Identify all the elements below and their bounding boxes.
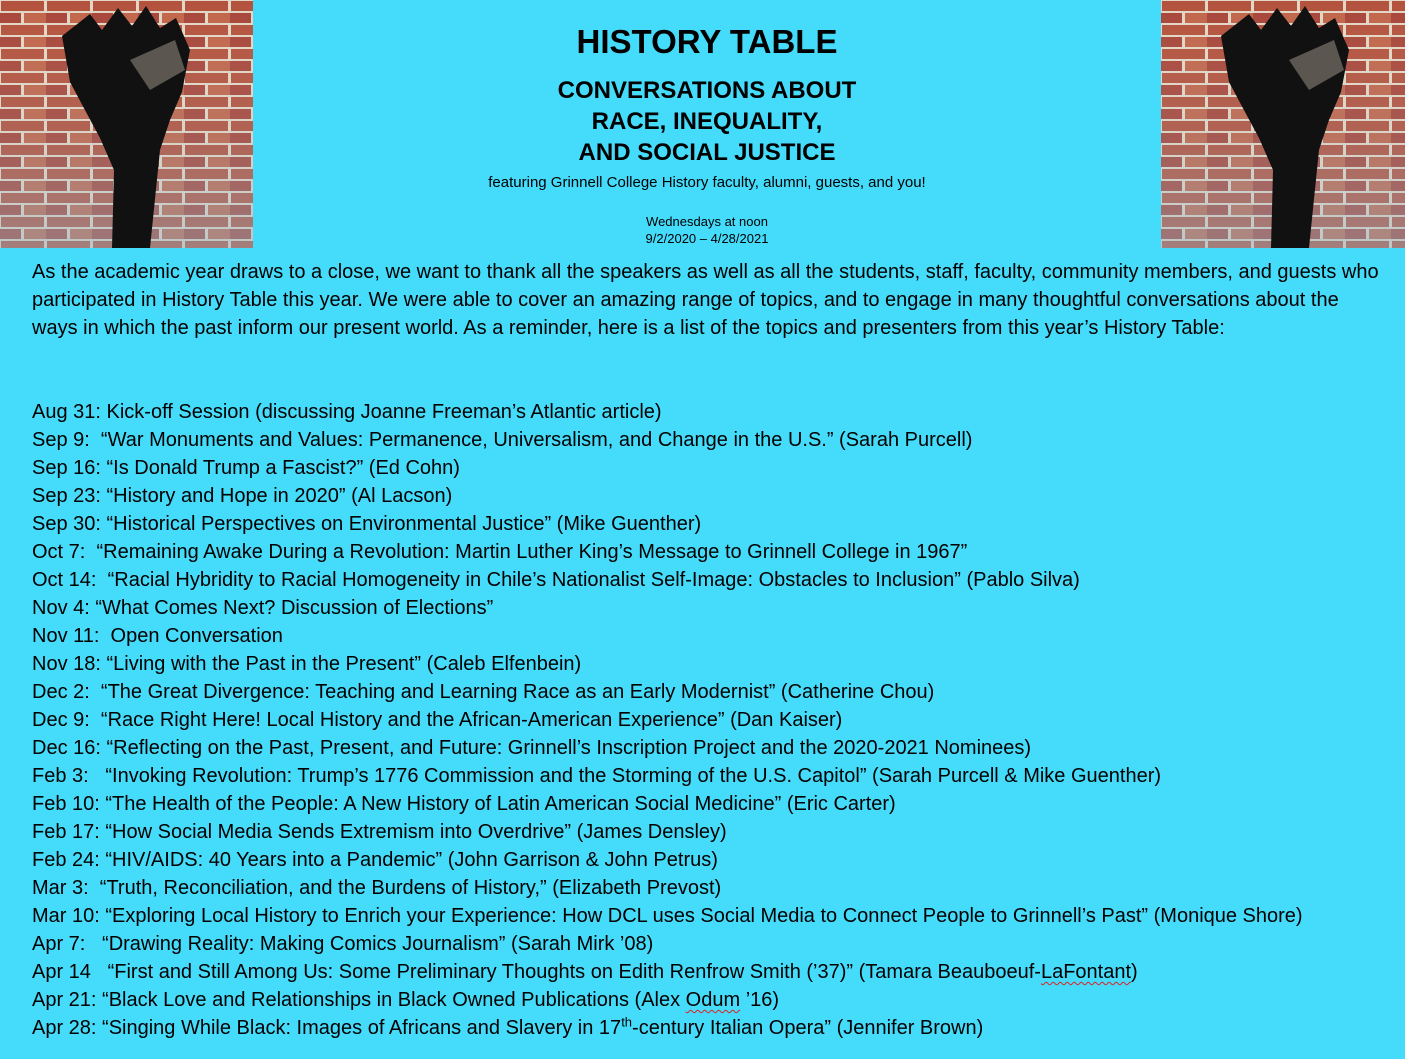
session-item-apr21 xyxy=(32,986,1397,1014)
session-item: Sep 16: “Is Donald Trump a Fascist?” (Ed Cohn) xyxy=(32,457,460,479)
session-item: Mar 10: “Exploring Local History to Enrich your Experience: How DCL uses Social Media to Connect People to Grinnell’s Past” (Monique Shore) xyxy=(32,905,1303,927)
session-item: Oct 7: “Remaining Awake During a Revolution: Martin Luther King’s Message to Grinnell College in 1967” xyxy=(32,541,968,563)
schedule-dates: 9/2/2020 – 4/28/2021 xyxy=(645,231,769,246)
session-item: Sep 30: “Historical Perspectives on Environmental Justice” (Mike Guenther) xyxy=(32,513,702,535)
session-item: Feb 17: “How Social Media Sends Extremism into Overdrive” (James Densley) xyxy=(32,821,727,843)
subtitle-line: AND SOCIAL JUSTICE xyxy=(578,139,836,166)
session-item: Sep 23: “History and Hope in 2020” (Al Lacson) xyxy=(32,485,453,507)
intro-paragraph: As the academic year draws to a close, we want to thank all the speakers as well as all the students, staff, faculty, community members, and guests who participated in History Table this year. We were able to cover an amazing range of topics, and to engage in many thoughtful conversations about the ways in which the past inform our present world. As a reminder, here is a list of the topics and presenters from this year’s History Table: xyxy=(32,261,1379,339)
session-item: Dec 16: “Reflecting on the Past, Present, and Future: Grinnell’s Inscription Project and the 2020-2021 Nominees) xyxy=(32,737,1032,759)
poster-subtitle xyxy=(253,75,1161,168)
subtitle-line: CONVERSATIONS ABOUT xyxy=(557,77,857,104)
session-item: Nov 18: “Living with the Past in the Present” (Caleb Elfenbein) xyxy=(32,653,582,675)
session-text: Apr 14 “First and Still Among Us: Some Preliminary Thoughts on Edith Renfrow Smith (’37)” (Tamara Beauboeuf- xyxy=(32,961,1041,983)
session-item: Aug 31: Kick-off Session (discussing Joanne Freeman’s Atlantic article) xyxy=(32,401,662,423)
session-item: Dec 9: “Race Right Here! Local History and the African-American Experience” (Dan Kaiser) xyxy=(32,709,843,731)
schedule-day: Wednesdays at noon xyxy=(646,214,768,229)
session-item: Feb 10: “The Health of the People: A New History of Latin American Social Medicine” (Eric Carter) xyxy=(32,793,896,815)
poster-title: HISTORY TABLE xyxy=(576,23,838,60)
raised-fist-brick-image-left xyxy=(0,0,253,248)
session-item: Nov 4: “What Comes Next? Discussion of Elections” xyxy=(32,597,494,619)
session-item-apr14 xyxy=(32,958,1397,986)
spellcheck-flagged-word: Odum xyxy=(685,989,741,1011)
session-item: Mar 3: “Truth, Reconciliation, and the Burdens of History,” (Elizabeth Prevost) xyxy=(32,877,722,899)
session-text: -century Italian Opera” (Jennifer Brown) xyxy=(632,1017,984,1039)
session-item-apr28 xyxy=(32,1014,1397,1042)
session-text: Apr 21: “Black Love and Relationships in Black Owned Publications (Alex xyxy=(32,989,686,1011)
schedule xyxy=(253,213,1161,247)
session-item: Nov 11: Open Conversation xyxy=(32,625,283,647)
featuring-text: featuring Grinnell College History faculty, alumni, guests, and you! xyxy=(488,174,926,191)
session-text: ) xyxy=(1131,961,1138,983)
session-text: ’16) xyxy=(740,989,780,1011)
session-item: Feb 3: “Invoking Revolution: Trump’s 1776 Commission and the Storming of the U.S. Capitol” (Sarah Purcell & Mike Guenther) xyxy=(32,765,1162,787)
subtitle-line: RACE, INEQUALITY, xyxy=(591,108,823,135)
session-item: Dec 2: “The Great Divergence: Teaching and Learning Race as an Early Modernist” (Catherine Chou) xyxy=(32,681,935,703)
session-item: Apr 7: “Drawing Reality: Making Comics Journalism” (Sarah Mirk ’08) xyxy=(32,933,654,955)
session-list xyxy=(32,398,1397,1042)
session-text: Apr 28: “Singing While Black: Images of Africans and Slavery in 17 xyxy=(32,1017,622,1039)
spellcheck-flagged-word: LaFontant xyxy=(1040,961,1132,983)
session-item: Oct 14: “Racial Hybridity to Racial Homogeneity in Chile’s Nationalist Self-Image: Obstacles to Inclusion” (Pablo Silva) xyxy=(32,569,1080,591)
superscript: th xyxy=(621,1014,633,1030)
raised-fist-brick-image-right xyxy=(1161,0,1405,248)
session-item: Feb 24: “HIV/AIDS: 40 Years into a Pandemic” (John Garrison & John Petrus) xyxy=(32,849,718,871)
session-item: Sep 9: “War Monuments and Values: Permanence, Universalism, and Change in the U.S.” (Sarah Purcell) xyxy=(32,429,973,451)
